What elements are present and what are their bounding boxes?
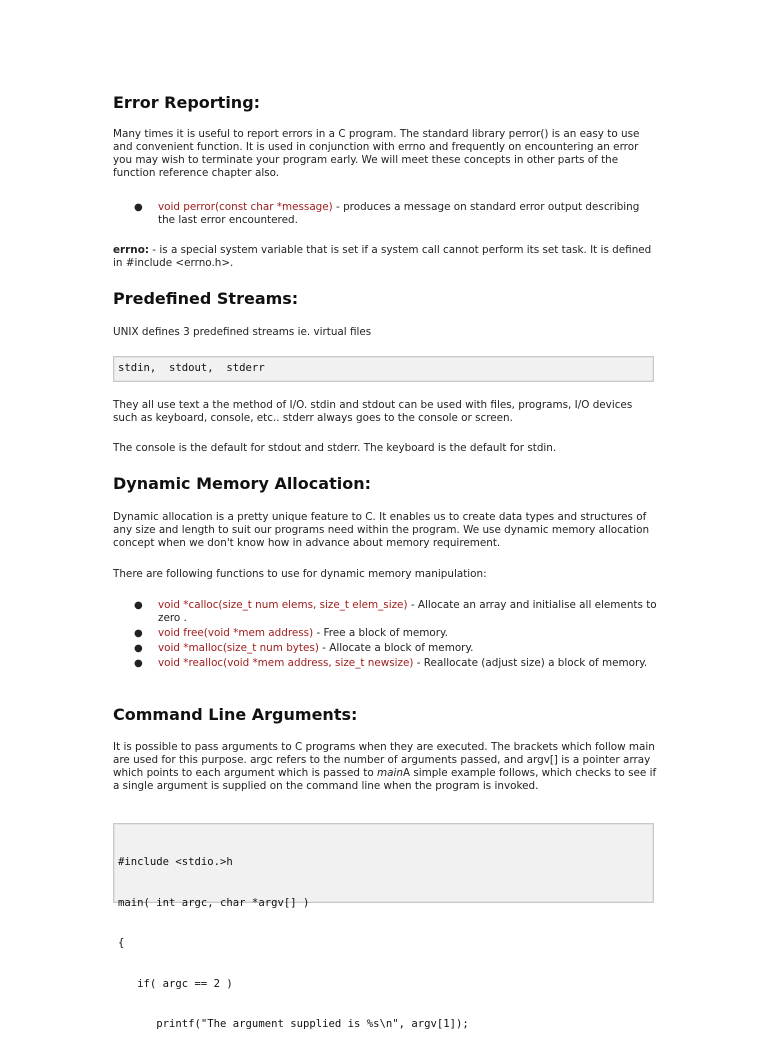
- command-line-intro: [113, 741, 658, 793]
- function-description: - Allocate a block of memory.: [318, 642, 474, 654]
- list-item: [113, 627, 658, 640]
- streams-paragraph-1: They all use text a the method of I/O. stdin and stdout can be used with files, programs, I/O devices such as keyboard, console, etc.. stderr always goes to the console or screen.: [113, 399, 633, 424]
- heading-predefined-streams: Predefined Streams:: [113, 289, 299, 308]
- error-reporting-list: [113, 201, 658, 229]
- bullet-icon: ●: [134, 643, 143, 654]
- errno-paragraph: [113, 244, 658, 270]
- dynamic-memory-list: [113, 599, 658, 672]
- intro-emphasis: main: [377, 767, 403, 779]
- errno-term: errno:: [113, 244, 149, 256]
- list-item: [113, 201, 658, 227]
- function-signature: void *malloc(size_t num bytes): [158, 642, 319, 654]
- errno-description: - is a special system variable that is set if a system call cannot perform its set task. It is defined in #include <errno.h>.: [113, 244, 652, 269]
- bullet-icon: ●: [134, 600, 143, 611]
- function-description: - Free a block of memory.: [313, 627, 448, 639]
- intro-text-before: It is possible to pass arguments to C programs when they are executed. The brackets which follow main are used for this purpose. argc refers to the number of arguments passed, and argv[] is a pointer array which points to each argument which is passed to: [113, 741, 655, 779]
- list-item: [113, 657, 658, 670]
- code-line: stdin, stdout, stderr: [118, 362, 265, 374]
- code-block-example: [113, 823, 654, 1030]
- function-description: - Allocate an array and initialise all elements to zero .: [158, 599, 657, 624]
- list-item: [113, 642, 658, 655]
- heading-error-reporting: Error Reporting:: [113, 93, 261, 112]
- list-item: [113, 599, 658, 625]
- function-signature: void *realloc(void *mem address, size_t newsize): [158, 657, 414, 669]
- function-signature: void free(void *mem address): [158, 627, 314, 639]
- intro-text-after: A simple example follows, which checks to see if a single argument is supplied on the command line when the program is invoked.: [113, 767, 657, 792]
- function-signature: void *calloc(size_t num elems, size_t elem_size): [158, 599, 408, 611]
- code-block-streams: [113, 356, 654, 382]
- code-line: #include <stdio.>h: [118, 856, 233, 868]
- streams-paragraph-2: The console is the default for stdout and stderr. The keyboard is the default for stdin.: [113, 442, 557, 454]
- code-line: main( int argc, char *argv[] ): [118, 896, 310, 909]
- bullet-icon: ●: [134, 202, 143, 213]
- bullet-icon: ●: [134, 658, 143, 669]
- function-signature: void perror(const char *message): [158, 201, 333, 213]
- heading-dynamic-memory: Dynamic Memory Allocation:: [113, 474, 371, 493]
- code-line: printf("The argument supplied is %s\n", argv[1]);: [118, 1018, 469, 1030]
- heading-command-line: Command Line Arguments:: [113, 705, 358, 724]
- predefined-streams-intro: UNIX defines 3 predefined streams ie. virtual files: [113, 326, 372, 338]
- function-description: - produces a message on standard error output describing the last error encountered.: [158, 201, 640, 226]
- error-reporting-intro: Many times it is useful to report errors in a C program. The standard library perror() is an easy to use and convenient function. It is used in conjunction with errno and frequently on encountering an error you may wish to terminate your program early. We will meet these concepts in other parts of the function reference chapter also.: [113, 128, 640, 179]
- dynamic-memory-intro: Dynamic allocation is a pretty unique feature to C. It enables us to create data types and structures of any size and length to suit our programs need within the program. We use dynamic memory allocation concept when we don't know how in advance about memory requirement.: [113, 511, 650, 549]
- bullet-icon: ●: [134, 628, 143, 639]
- code-line: {: [118, 937, 125, 949]
- dynamic-memory-lead: There are following functions to use for dynamic memory manipulation:: [113, 568, 487, 580]
- code-line: if( argc == 2 ): [118, 977, 233, 990]
- function-description: - Reallocate (adjust size) a block of memory.: [413, 657, 648, 669]
